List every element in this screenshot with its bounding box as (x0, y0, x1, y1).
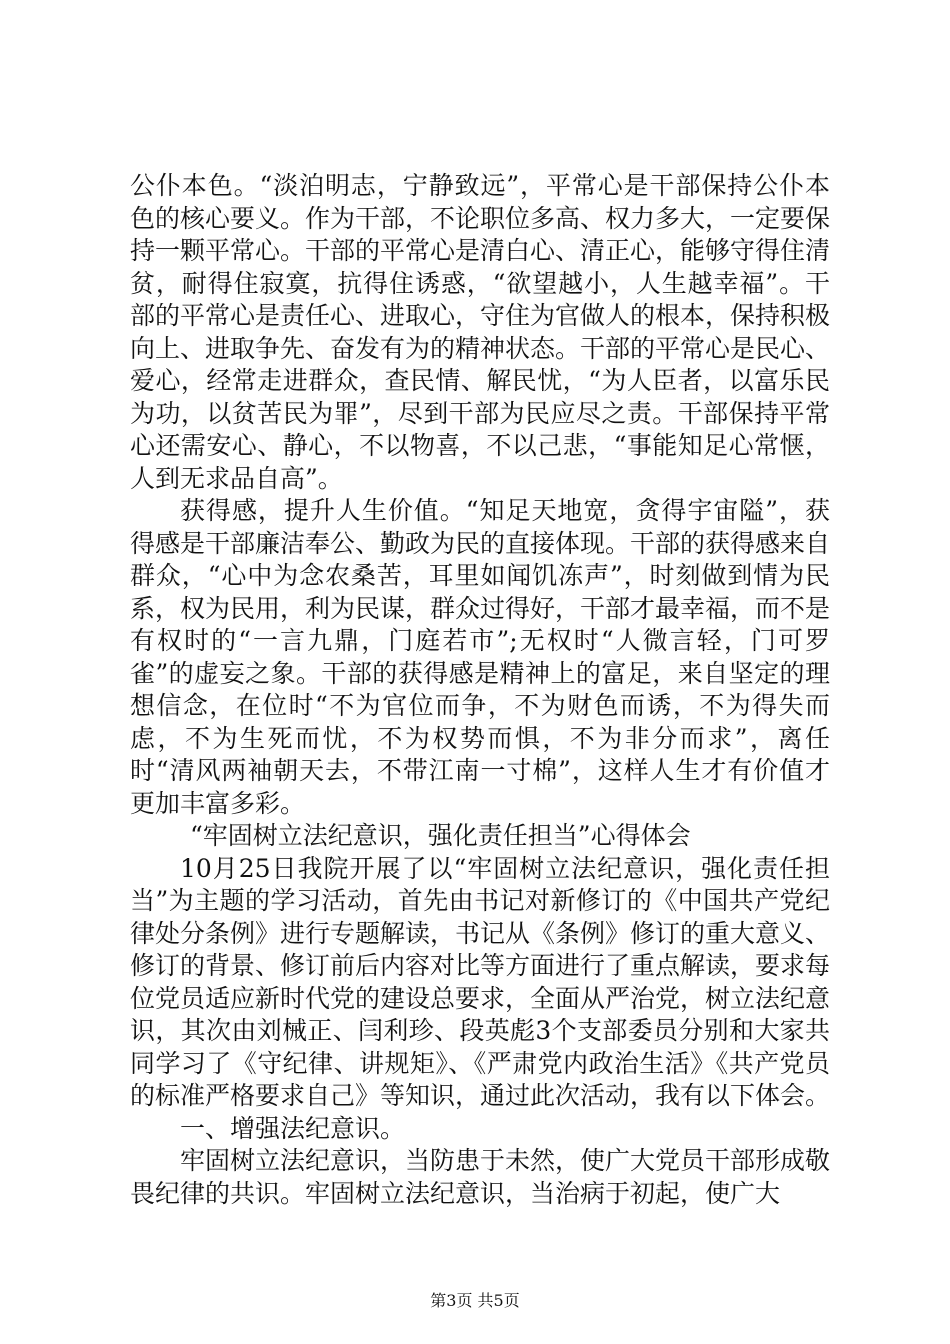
paragraph-continued: 公仆本色。“淡泊明志，宁静致远”，平常心是干部保持公仆本色的核心要义。作为干部，不论职位多高、权力多大，一定要保持一颗平常心。干部的平常心是清白心、清正心，能够守得住清贫，耐得住寂寞，抗得住诱惑，“欲望越小，人生越幸福”。干部的平常心是责任心、进取心，守住为官做人的根本，保持积极向上、进取争先、奋发有为的精神状态。干部的平常心是民心、爱心，经常走进群众，查民情、解民忧，“为人臣者，以富乐民为功，以贫苦民为罪”，尽到干部为民应尽之责。干部保持平常心还需安心、静心，不以物喜，不以己悲，“事能知足心常惬，人到无求品自高”。 (130, 171, 831, 493)
paragraph-discipline: 牢固树立法纪意识，当防患于未然，使广大党员干部形成敬畏纪律的共识。牢固树立法纪意识，当治病于初起，使广大 (130, 1146, 831, 1208)
paragraph-intro: 10月25日我院开展了以“牢固树立法纪意识，强化责任担当”为主题的学习活动，首先由书记对新修订的《中国共产党纪律处分条例》进行专题解读，书记从《条例》修订的重大意义、修订的背景、修订前后内容对比等方面进行了重点解读，要求每位党员适应新时代党的建设总要求，全面从严治党，树立法纪意识，其次由刘械正、闫利珍、段英彪3个支部委员分别和大家共同学习了《守纪律、讲规矩》、《严肃党内政治生活》《共产党员的标准严格要求自己》等知识，通过此次活动，我有以下体会。 (130, 853, 831, 1110)
page-footer: 第3页 共5页 (430, 1291, 520, 1310)
section-title: “牢固树立法纪意识，强化责任担当”心得体会 (190, 821, 691, 850)
body-text (130, 170, 830, 1210)
section-heading: 一、增强法纪意识。 (180, 1113, 406, 1143)
paragraph-gain-sense: 获得感，提升人生价值。“知足天地宽，贪得宇宙隘”，获得感是干部廉洁奉公、勤政为民的直接体现。干部的获得感来自群众，“心中为念农桑苦，耳里如闻饥冻声”，时刻做到情为民系，权为民用，利为民谋，群众过得好，干部才最幸福，而不是有权时的“一言九鼎，门庭若市”;无权时“人微言轻，门可罗雀”的虚妄之象。干部的获得感是精神上的富足，来自坚定的理想信念，在位时“不为官位而争，不为财色而诱，不为得失而虑，不为生死而忧，不为权势而惧，不为非分而求”，离任时“清风两袖朝天去，不带江南一寸棉”，这样人生才有价值才更加丰富多彩。 (130, 496, 831, 818)
